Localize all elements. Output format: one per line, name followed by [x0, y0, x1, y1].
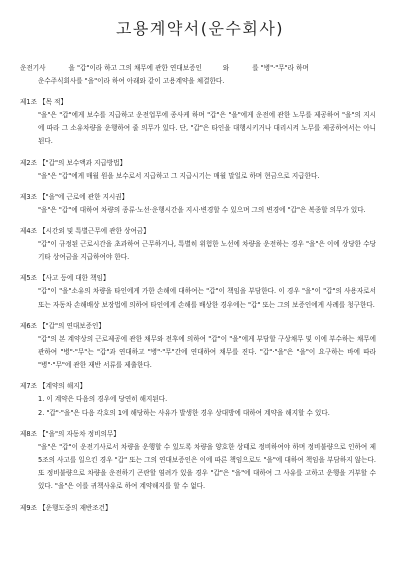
article-body: "을"은 "갑"이 운전기사로서 차량을 운행할 수 있도록 차량을 양호한 상태로 정비하여야 하며 정비불량으로 인하여 제5조의 사고를 일으킨 경우 "갑" 또는 그의 연대보증인은 이에 따른 책임으로도 "을"에 대하여 책임을 부담하지 않는다. 또 정비불량으로 차량을 운전하기 곤란할 염려가 있을 경우 "갑"은 "을"에 대하여 그 사유를 고하고 운행을 거부할 수 있다. "을"은 이를 귀책사유로 하여 계약해지를 할 수 없다. [38, 442, 376, 491]
contract-parties-intro [20, 62, 380, 88]
article-1 [20, 96, 380, 149]
article-item: 1. 이 계약은 다음의 경우에 당연히 해지된다. [38, 395, 168, 404]
article-5 [20, 272, 380, 311]
article-7 [20, 380, 380, 419]
document-title: 고용계약서(운수회사) [115, 19, 285, 38]
article-heading: 제8조 【"을"의 자동차 정비의무】 [20, 429, 120, 438]
article-heading: 제3조 【"을"에 근로에 관한 지시권】 [20, 192, 129, 201]
article-body: "갑"이 규정된 근로시간을 초과하여 근무하거나, 특별히 위험한 노선에 차량을 운전하는 경우 "을"은 이에 상당한 수당 기타 상여금을 지급하여야 한다. [38, 240, 376, 262]
article-heading: 제4조 【시간외 및 특별근무에 관한 상여금】 [20, 227, 150, 236]
article-2 [20, 157, 380, 183]
article-body: "을"은 "갑"에게 매월 원을 보수로서 지급하고 그 지급시기는 매월 말일로 하며 현금으로 지급한다. [38, 171, 320, 180]
article-body: "을"은 "갑"에 대하여 차량의 종류·노선·운행시간을 지시·변경할 수 있으며 그의 변경에 "갑"은 복종할 의무가 있다. [38, 205, 366, 214]
article-heading: 제5조 【사고 등에 대한 책임】 [20, 274, 110, 283]
article-4 [20, 225, 380, 264]
article-heading: 제9조 【운행도중의 재반조건】 [20, 503, 112, 512]
article-heading: 제6조 【"갑"의 연대보증인】 [20, 321, 105, 330]
article-8 [20, 428, 380, 494]
article-3 [20, 191, 380, 217]
article-9 [20, 502, 380, 515]
article-body: "갑"의 본 계약상의 근로제공에 관한 채무와 전후에 의하여 "갑"이 "을"에게 부담할 구상채무 및 이에 부수하는 채무에 관하여 "병"·"무"는 "갑"과 연대하고 "병"·"무"간에 연대하여 채무를 진다. "갑"·"을"은 "을"이 요구하는 바에 따라 "병"·"무"에 관한 재반 서류를 제출한다. [38, 334, 376, 370]
article-heading: 제1조 【목 적】 [20, 98, 68, 106]
article-body: "갑"이 "을"소유의 차량을 타인에게 가한 손해에 대하여는 "갑"이 책임을 부담한다. 이 경우 "을"이 "갑"의 사용자로서 또는 자동차 손해배상 보장법에 의하여 타인에게 손해를 배상한 경우에는 "갑" 또는 그의 보증인에게 사례를 청구한다. [38, 287, 376, 309]
article-body: "을"은 "갑"에게 보수를 지급하고 운전업무에 종사케 하며 "갑"은 "을"에게 운전에 관한 노무를 제공하여 "을"의 지시에 따라 그 소유차량을 운행하여 줄 의무가 있다. 단, "갑"은 타인을 대행시키거나 대리시켜 노무를 제공하여서는 아니된다. [38, 111, 376, 146]
article-6 [20, 320, 380, 373]
intro-line-2: 운수주식회사를 "을"이라 하여 아래와 같이 고용계약을 체결한다. [38, 77, 225, 85]
article-heading: 제2조 【"갑"의 보수액과 지급방법】 [20, 158, 127, 167]
article-heading: 제7조 【계약의 해지】 [20, 382, 87, 391]
intro-line-1: 운전기사 을 "갑"이라 하고 그의 채무에 관한 연대보증인 와 를 "병"·"무"라 하며 [20, 64, 309, 72]
article-item: 2. "갑"·"을"은 다음 각호의 1에 해당하는 사유가 발생한 경우 상대방에 대하여 계약을 해지할 수 있다. [38, 408, 330, 417]
